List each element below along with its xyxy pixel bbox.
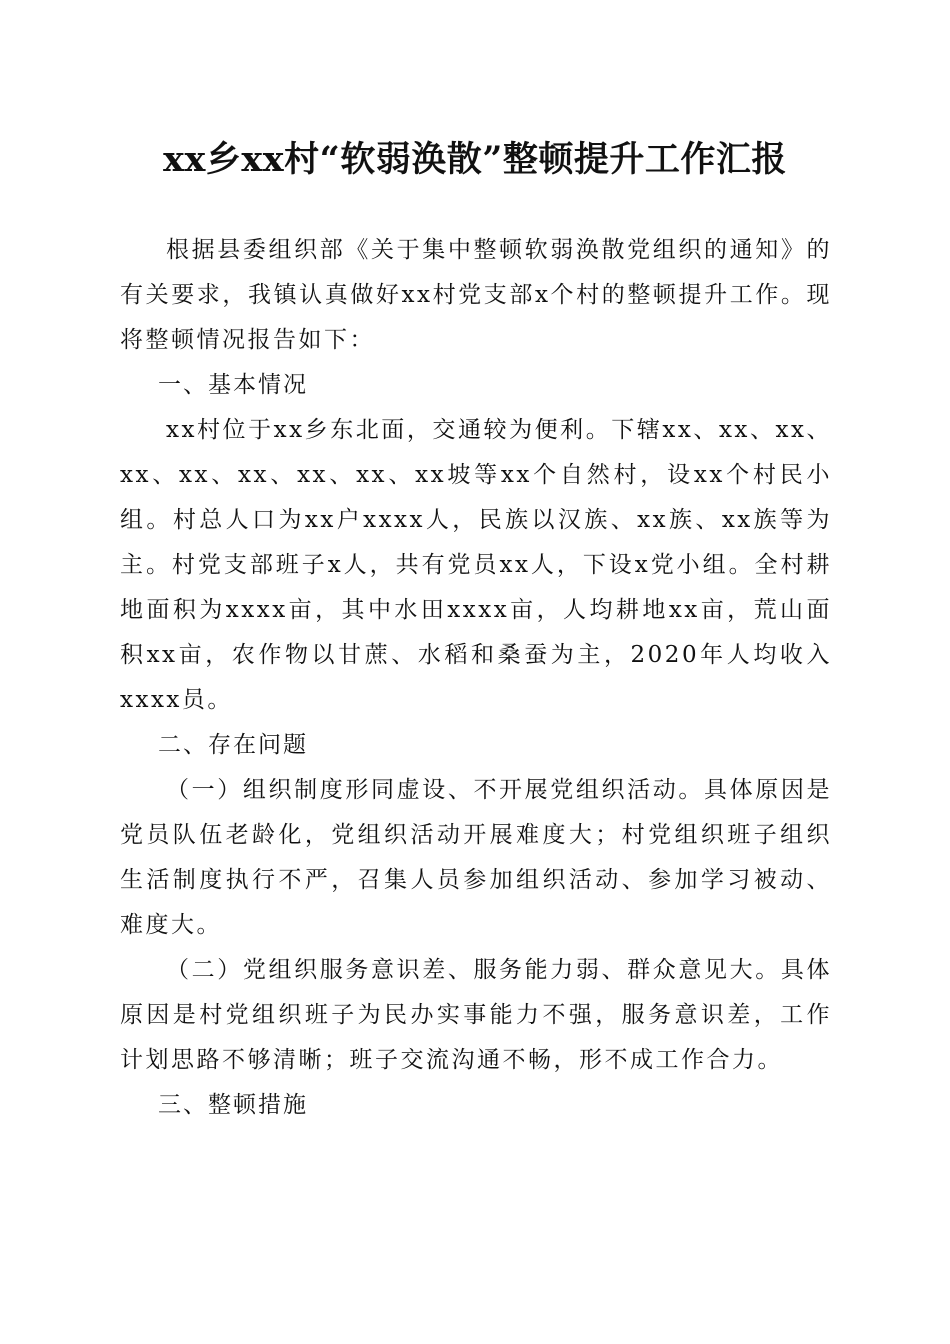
- section-heading-existing-problems: 二、存在问题: [158, 732, 308, 758]
- intro-paragraph: 根据县委组织部《关于集中整顿软弱涣散党组织的通知》的有关要求，我镇认真做好xx村党支部x个村的整顿提升工作。现将整顿情况报告如下：: [120, 237, 832, 353]
- basic-situation-paragraph: xx村位于xx乡东北面，交通较为便利。下辖xx、xx、xx、xx、xx、xx、xx、xx、xx坡等xx个自然村，设xx个村民小组。村总人口为xx户xxxx人，民族以汉族、xx族、xx族等为主。村党支部班子x人，共有党员xx人，下设x党小组。全村耕地面积为xxxx亩，其中水田xxxx亩，人均耕地xx亩，荒山面积xx亩，农作物以甘蔗、水稻和桑蚕为主，2020年人均收入xxxx员。: [120, 417, 832, 713]
- section-heading-basic-situation: 一、基本情况: [158, 372, 308, 398]
- document-title: xx乡xx村“软弱涣散”整顿提升工作汇报: [163, 139, 787, 180]
- problem-item-2: （二）党组织服务意识差、服务能力弱、群众意见大。具体原因是村党组织班子为民办实事能力不强，服务意识差，工作计划思路不够清晰；班子交流沟通不畅，形不成工作合力。: [120, 957, 832, 1073]
- section-heading-rectification-measures: 三、整顿措施: [158, 1092, 308, 1118]
- problem-item-1: （一）组织制度形同虚设、不开展党组织活动。具体原因是党员队伍老龄化，党组织活动开展难度大；村党组织班子组织生活制度执行不严，召集人员参加组织活动、参加学习被动、难度大。: [120, 777, 832, 938]
- document-body: [120, 228, 832, 1128]
